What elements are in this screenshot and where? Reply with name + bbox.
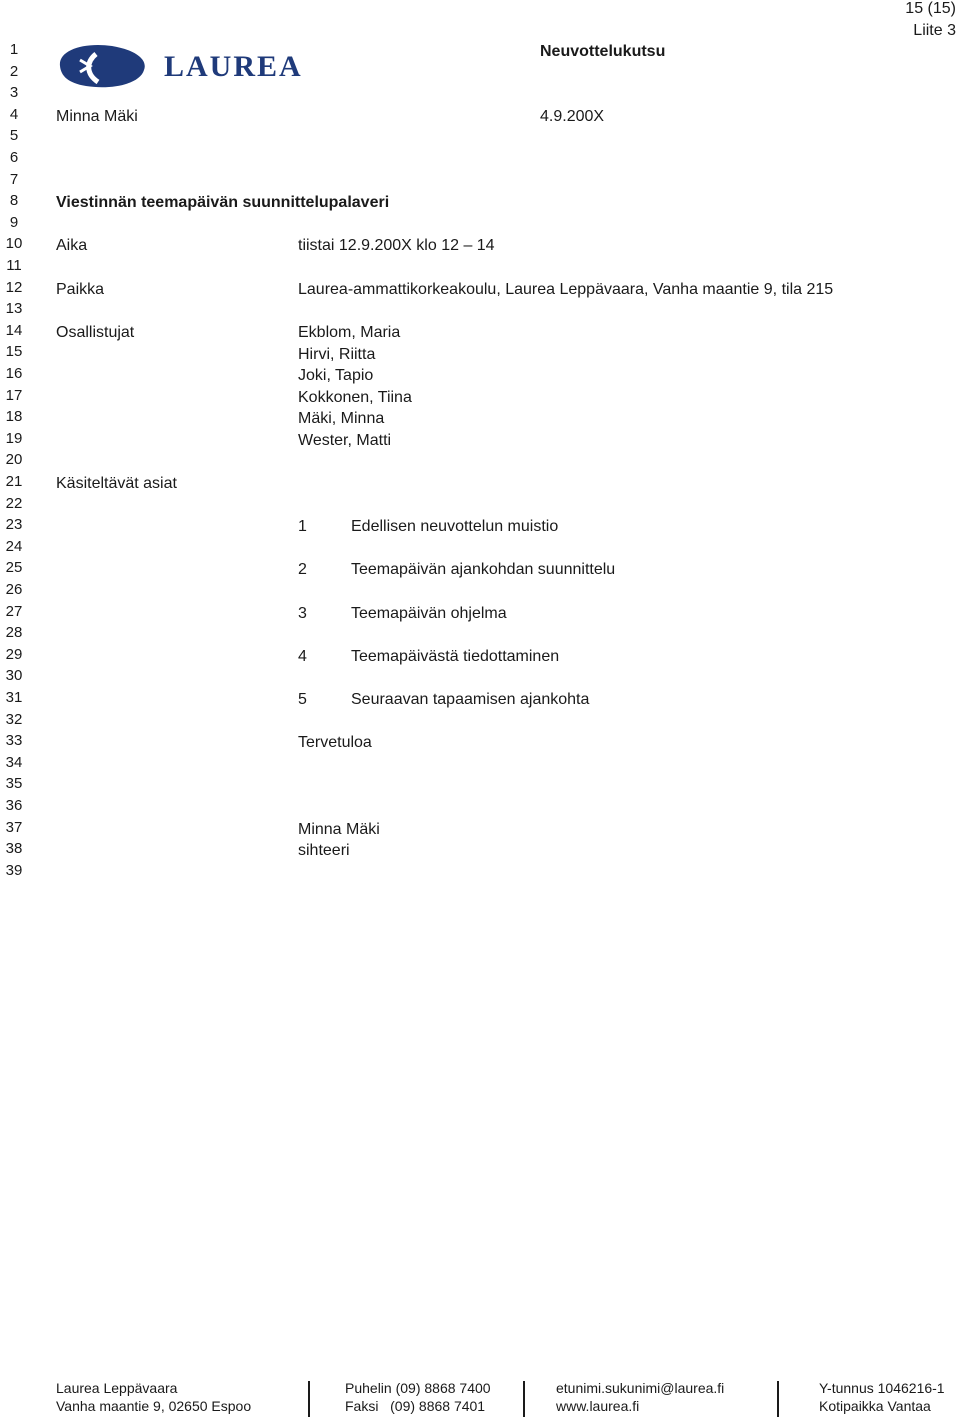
line-number: 28 bbox=[5, 624, 23, 641]
author-name: Minna Mäki bbox=[56, 108, 138, 125]
line-number: 20 bbox=[5, 451, 23, 468]
footer-company bbox=[819, 1379, 945, 1415]
participant-item: Wester, Matti bbox=[298, 432, 392, 449]
place-value: Laurea-ammattikorkeakoulu, Laurea Leppävaara, Vanha maantie 9, tila 215 bbox=[298, 281, 834, 298]
brand-wordmark: LAUREA bbox=[164, 50, 303, 83]
line-number: 35 bbox=[5, 775, 23, 792]
line-number: 26 bbox=[5, 581, 23, 598]
footer-campus: Laurea Leppävaara bbox=[56, 1380, 178, 1396]
footer-email: etunimi.sukunimi@laurea.fi bbox=[556, 1380, 725, 1396]
line-number: 34 bbox=[5, 754, 23, 771]
line-number: 10 bbox=[5, 235, 23, 252]
line-number: 21 bbox=[5, 473, 23, 490]
line-number: 4 bbox=[9, 106, 19, 123]
agenda-item-text: Seuraavan tapaamisen ajankohta bbox=[351, 691, 590, 708]
agenda-item-number: 3 bbox=[298, 605, 307, 622]
line-number: 14 bbox=[5, 322, 23, 339]
document-date: 4.9.200X bbox=[540, 108, 605, 125]
agenda-item-text: Teemapäivästä tiedottaminen bbox=[351, 648, 560, 665]
line-number: 12 bbox=[5, 279, 23, 296]
signer-role: sihteeri bbox=[298, 842, 350, 859]
footer-street: Vanha maantie 9, 02650 Espoo bbox=[56, 1398, 252, 1414]
line-number: 5 bbox=[9, 127, 19, 144]
line-number: 36 bbox=[5, 797, 23, 814]
line-number: 1 bbox=[9, 41, 19, 58]
line-number: 9 bbox=[9, 214, 19, 231]
line-number: 17 bbox=[5, 387, 23, 404]
participant-item: Joki, Tapio bbox=[298, 367, 374, 384]
closing-greeting: Tervetuloa bbox=[298, 734, 372, 751]
footer-phone bbox=[345, 1379, 491, 1415]
footer-domicile: Kotipaikka Vantaa bbox=[819, 1398, 931, 1414]
line-number: 6 bbox=[9, 149, 19, 166]
line-number: 33 bbox=[5, 732, 23, 749]
line-number: 29 bbox=[5, 646, 23, 663]
agenda-item-number: 2 bbox=[298, 561, 307, 578]
line-number: 16 bbox=[5, 365, 23, 382]
footer-phone-number: Puhelin (09) 8868 7400 bbox=[345, 1380, 491, 1396]
line-number: 13 bbox=[5, 300, 23, 317]
line-number: 39 bbox=[5, 862, 23, 879]
line-number: 18 bbox=[5, 408, 23, 425]
footer-website: www.laurea.fi bbox=[556, 1398, 640, 1414]
participant-item: Ekblom, Maria bbox=[298, 324, 401, 341]
footer-web bbox=[556, 1379, 724, 1415]
participants-label: Osallistujat bbox=[56, 324, 135, 341]
footer-divider bbox=[523, 1381, 525, 1417]
agenda-item-number: 1 bbox=[298, 518, 307, 535]
line-number: 22 bbox=[5, 495, 23, 512]
agenda-label: Käsiteltävät asiat bbox=[56, 475, 177, 492]
footer-divider bbox=[308, 1381, 310, 1417]
time-value: tiistai 12.9.200X klo 12 – 14 bbox=[298, 237, 495, 254]
page-number: 15 (15) bbox=[905, 0, 956, 17]
line-number: 11 bbox=[6, 257, 22, 274]
line-number: 15 bbox=[5, 343, 23, 360]
time-label: Aika bbox=[56, 237, 88, 254]
line-number: 23 bbox=[5, 516, 23, 533]
agenda-item-text: Teemapäivän ohjelma bbox=[351, 605, 507, 622]
attachment-label: Liite 3 bbox=[913, 22, 956, 39]
laurea-logo bbox=[56, 40, 306, 92]
agenda-item-text: Teemapäivän ajankohdan suunnittelu bbox=[351, 561, 616, 578]
meeting-title: Viestinnän teemapäivän suunnittelupalaveri bbox=[56, 194, 390, 211]
line-number: 31 bbox=[5, 689, 23, 706]
participant-item: Kokkonen, Tiina bbox=[298, 389, 412, 406]
laurea-logo-mark-icon bbox=[56, 40, 156, 92]
signer-name: Minna Mäki bbox=[298, 821, 380, 838]
line-number: 27 bbox=[5, 603, 23, 620]
line-number: 30 bbox=[5, 667, 23, 684]
line-number: 3 bbox=[9, 84, 19, 101]
line-number: 7 bbox=[9, 171, 19, 188]
footer-fax-number: Faksi (09) 8868 7401 bbox=[345, 1398, 486, 1414]
line-number: 25 bbox=[5, 559, 23, 576]
line-number: 37 bbox=[5, 819, 23, 836]
place-label: Paikka bbox=[56, 281, 105, 298]
document-type: Neuvottelukutsu bbox=[540, 43, 666, 60]
footer-business-id: Y-tunnus 1046216-1 bbox=[819, 1380, 945, 1396]
line-number: 19 bbox=[5, 430, 23, 447]
footer-address bbox=[56, 1379, 251, 1415]
participant-item: Mäki, Minna bbox=[298, 410, 385, 427]
line-number: 24 bbox=[5, 538, 23, 555]
line-number: 2 bbox=[9, 63, 19, 80]
line-number: 8 bbox=[9, 192, 19, 209]
footer-divider bbox=[777, 1381, 779, 1417]
participant-item: Hirvi, Riitta bbox=[298, 346, 376, 363]
line-number: 38 bbox=[5, 840, 23, 857]
agenda-item-number: 5 bbox=[298, 691, 307, 708]
agenda-item-text: Edellisen neuvottelun muistio bbox=[351, 518, 559, 535]
line-number: 32 bbox=[5, 711, 23, 728]
agenda-item-number: 4 bbox=[298, 648, 307, 665]
